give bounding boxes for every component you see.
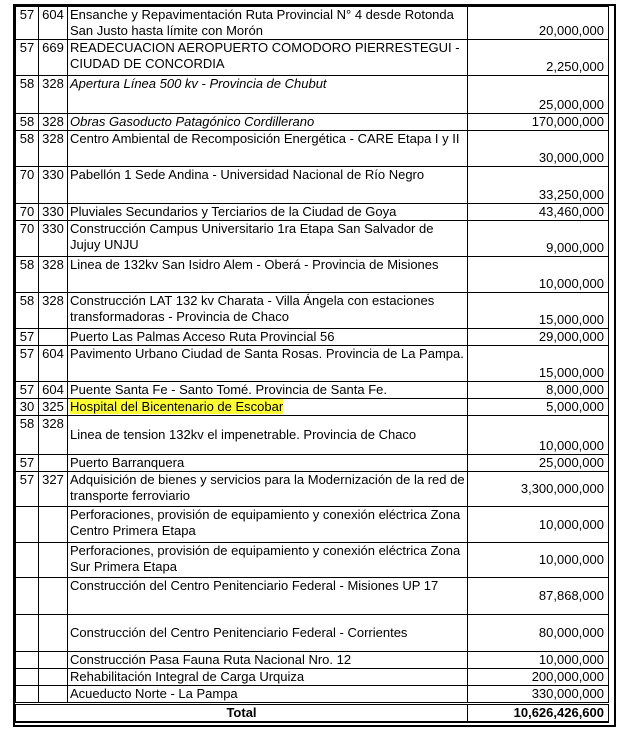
program-cell [39, 543, 68, 578]
description-cell: Centro Ambiental de Recomposición Energética - CARE Etapa I y II [68, 131, 468, 167]
description-cell: Pluviales Secundarios y Terciarios de la Ciudad de Goya [68, 204, 468, 221]
jurisdiction-cell [16, 686, 39, 704]
jurisdiction-cell: 57 [16, 472, 39, 507]
jurisdiction-cell [16, 543, 39, 578]
description-cell: Linea de 132kv San Isidro Alem - Oberá - Provincia de Misiones [68, 257, 468, 293]
program-cell: 330 [39, 221, 68, 257]
total-amount: 10,626,426,600 [468, 704, 609, 723]
jurisdiction-cell: 57 [16, 346, 39, 382]
jurisdiction-cell [16, 615, 39, 652]
jurisdiction-cell: 70 [16, 204, 39, 221]
total-row [16, 704, 609, 723]
jurisdiction-cell [16, 652, 39, 669]
table-row [16, 578, 609, 615]
amount-cell: 25,000,000 [468, 76, 609, 114]
amount-cell: 87,868,000 [468, 578, 609, 615]
program-cell [39, 669, 68, 686]
program-cell: 327 [39, 472, 68, 507]
description-cell [68, 399, 468, 416]
jurisdiction-cell: 57 [16, 40, 39, 76]
program-cell: 330 [39, 204, 68, 221]
program-cell: 330 [39, 167, 68, 204]
amount-cell: 30,000,000 [468, 131, 609, 167]
table-row [16, 131, 609, 167]
program-cell [39, 507, 68, 543]
program-cell: 604 [39, 7, 68, 40]
description-cell: Perforaciones, provisión de equipamiento y conexión eléctrica Zona Sur Primera Etapa [68, 543, 468, 578]
amount-cell: 8,000,000 [468, 382, 609, 399]
jurisdiction-cell: 58 [16, 257, 39, 293]
total-label: Total [16, 704, 468, 723]
amount-cell: 80,000,000 [468, 615, 609, 652]
description-cell: Construcción LAT 132 kv Charata - Villa Ángela con estaciones transformadoras - Provincia de Chaco [68, 293, 468, 329]
description-cell: Puente Santa Fe - Santo Tomé. Provincia de Santa Fe. [68, 382, 468, 399]
table-row [16, 114, 609, 131]
description-cell: Acueducto Norte - La Pampa [68, 686, 468, 704]
program-cell: 604 [39, 346, 68, 382]
program-cell: 604 [39, 382, 68, 399]
jurisdiction-cell: 58 [16, 293, 39, 329]
amount-cell: 20,000,000 [468, 7, 609, 40]
table-row [16, 7, 609, 40]
description-cell: Construcción Pasa Fauna Ruta Nacional Nro. 12 [68, 652, 468, 669]
amount-cell: 2,250,000 [468, 40, 609, 76]
jurisdiction-cell: 30 [16, 399, 39, 416]
program-cell: 328 [39, 114, 68, 131]
table-row [16, 76, 609, 114]
table-row [16, 472, 609, 507]
jurisdiction-cell: 58 [16, 76, 39, 114]
jurisdiction-cell: 57 [16, 455, 39, 472]
table-row [16, 652, 609, 669]
jurisdiction-cell: 57 [16, 7, 39, 40]
amount-cell: 10,000,000 [468, 257, 609, 293]
table-row [16, 329, 609, 346]
program-cell [39, 578, 68, 615]
table-row [16, 204, 609, 221]
highlighted-text: Hospital del Bicentenario de Escobar [70, 399, 284, 414]
description-cell: Construcción Campus Universitario 1ra Etapa San Salvador de Jujuy UNJU [68, 221, 468, 257]
table-row [16, 346, 609, 382]
table-row [16, 382, 609, 399]
description-cell: Adquisición de bienes y servicios para la Modernización de la red de transporte ferroviario [68, 472, 468, 507]
table-row [16, 416, 609, 455]
amount-cell: 15,000,000 [468, 346, 609, 382]
table-row [16, 257, 609, 293]
table-row [16, 455, 609, 472]
amount-cell: 10,000,000 [468, 543, 609, 578]
description-cell: Perforaciones, provisión de equipamiento y conexión eléctrica Zona Centro Primera Etapa [68, 507, 468, 543]
amount-cell: 29,000,000 [468, 329, 609, 346]
amount-cell: 25,000,000 [468, 455, 609, 472]
jurisdiction-cell: 57 [16, 382, 39, 399]
amount-cell: 33,250,000 [468, 167, 609, 204]
table-row [16, 167, 609, 204]
program-cell [39, 652, 68, 669]
program-cell: 328 [39, 131, 68, 167]
table-row [16, 293, 609, 329]
amount-cell: 200,000,000 [468, 669, 609, 686]
jurisdiction-cell: 70 [16, 221, 39, 257]
amount-cell: 170,000,000 [468, 114, 609, 131]
description-cell: Linea de tension 132kv el impenetrable. Provincia de Chaco [68, 416, 468, 455]
table-row [16, 686, 609, 704]
table-row [16, 221, 609, 257]
budget-table [15, 6, 609, 723]
jurisdiction-cell: 57 [16, 329, 39, 346]
program-cell [39, 686, 68, 704]
amount-cell: 5,000,000 [468, 399, 609, 416]
jurisdiction-cell [16, 578, 39, 615]
table-row [16, 507, 609, 543]
amount-cell: 330,000,000 [468, 686, 609, 704]
table-row [16, 543, 609, 578]
program-cell [39, 455, 68, 472]
jurisdiction-cell: 58 [16, 131, 39, 167]
description-cell: Ensanche y Repavimentación Ruta Provincial N° 4 desde Rotonda San Justo hasta límite con Morón [68, 7, 468, 40]
table-row [16, 399, 609, 416]
description-cell: Puerto Barranquera [68, 455, 468, 472]
program-cell: 325 [39, 399, 68, 416]
program-cell: 669 [39, 40, 68, 76]
description-cell: READECUACION AEROPUERTO COMODORO PIERRESTEGUI -CIUDAD DE CONCORDIA [68, 40, 468, 76]
table-row [16, 669, 609, 686]
description-cell: Apertura Línea 500 kv - Provincia de Chubut [68, 76, 468, 114]
program-cell: 328 [39, 293, 68, 329]
program-cell [39, 329, 68, 346]
program-cell: 328 [39, 76, 68, 114]
program-cell: 328 [39, 257, 68, 293]
program-cell [39, 615, 68, 652]
amount-cell: 10,000,000 [468, 416, 609, 455]
amount-cell: 9,000,000 [468, 221, 609, 257]
amount-cell: 10,000,000 [468, 507, 609, 543]
description-cell: Rehabilitación Integral de Carga Urquiza [68, 669, 468, 686]
description-cell: Obras Gasoducto Patagónico Cordillerano [68, 114, 468, 131]
table-row [16, 615, 609, 652]
jurisdiction-cell: 58 [16, 114, 39, 131]
description-cell: Construcción del Centro Penitenciario Federal - Misiones UP 17 [68, 578, 468, 615]
description-cell: Puerto Las Palmas Acceso Ruta Provincial 56 [68, 329, 468, 346]
amount-cell: 15,000,000 [468, 293, 609, 329]
description-cell: Construcción del Centro Penitenciario Federal - Corrientes [68, 615, 468, 652]
amount-cell: 3,300,000,000 [468, 472, 609, 507]
program-cell: 328 [39, 416, 68, 455]
jurisdiction-cell [16, 669, 39, 686]
jurisdiction-cell: 70 [16, 167, 39, 204]
description-cell: Pabellón 1 Sede Andina - Universidad Nacional de Río Negro [68, 167, 468, 204]
table-row [16, 40, 609, 76]
amount-cell: 43,460,000 [468, 204, 609, 221]
jurisdiction-cell [16, 507, 39, 543]
description-cell: Pavimento Urbano Ciudad de Santa Rosas. Provincia de La Pampa. [68, 346, 468, 382]
amount-cell: 10,000,000 [468, 652, 609, 669]
jurisdiction-cell: 58 [16, 416, 39, 455]
